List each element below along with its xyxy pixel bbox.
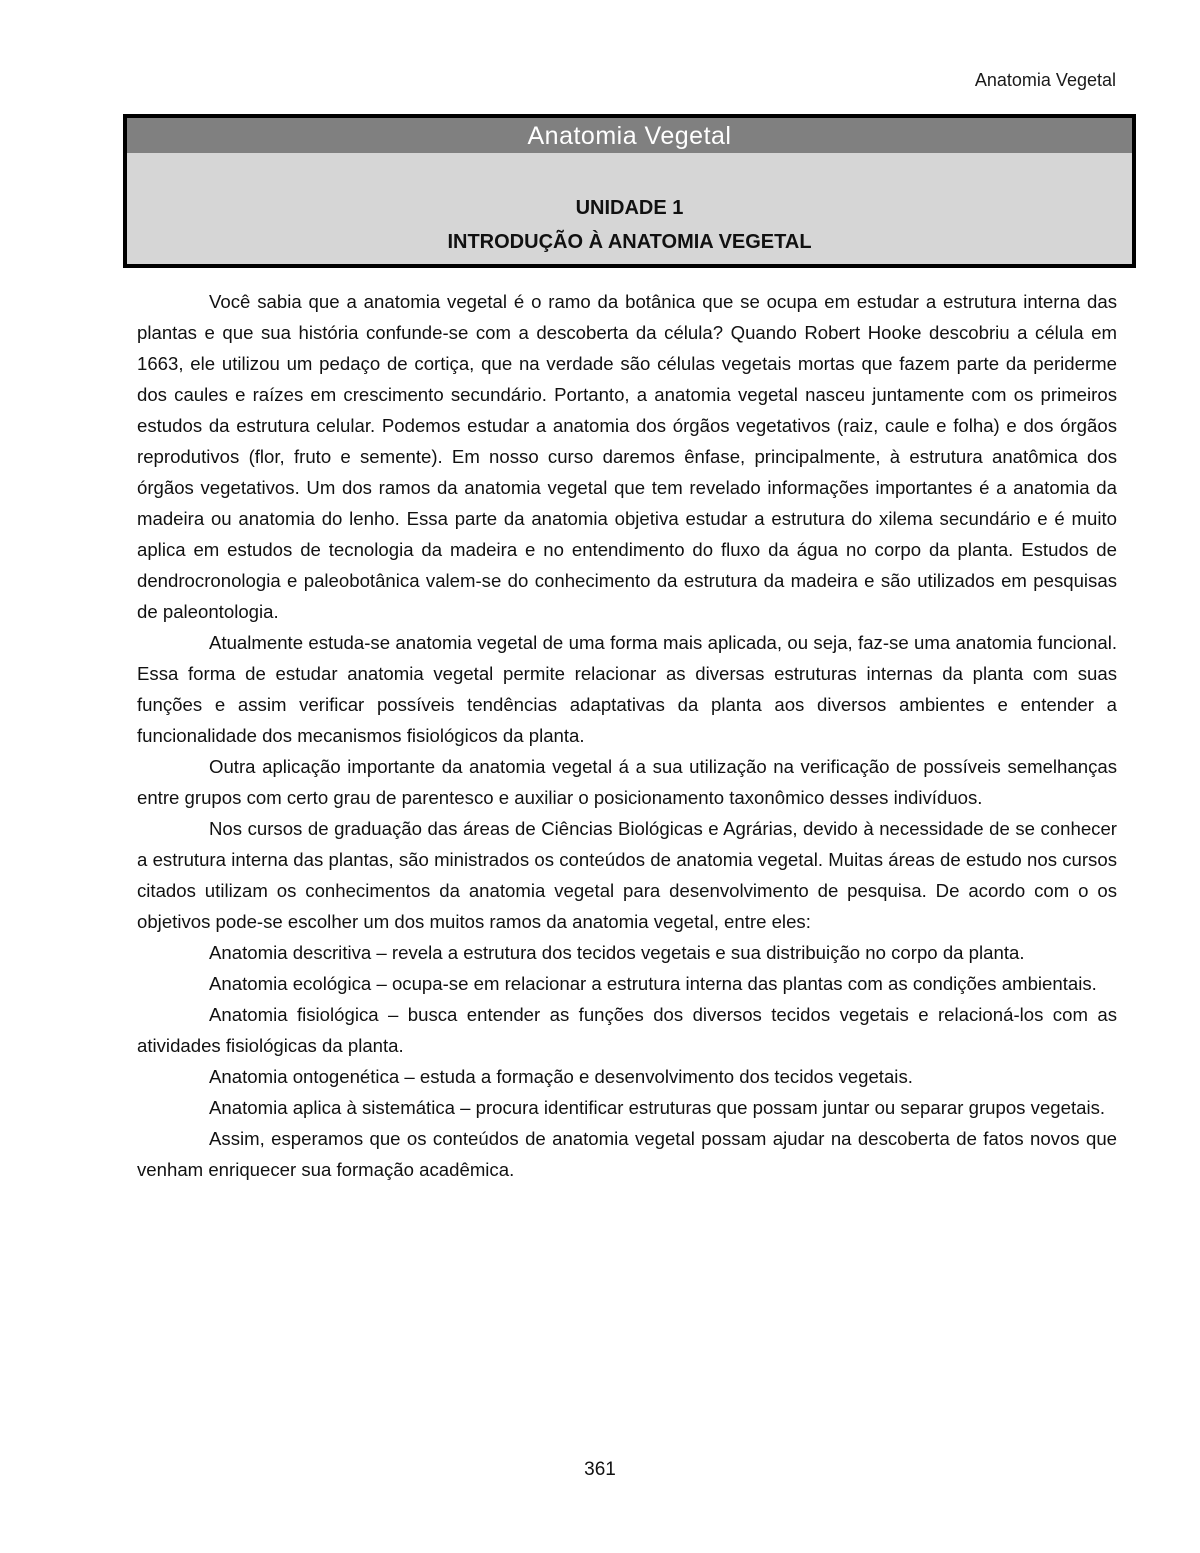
paragraph: Assim, esperamos que os conteúdos de anatomia vegetal possam ajudar na descoberta de fatos novos que venham enriquecer sua formação acadêmica. (137, 1128, 1117, 1180)
paragraph: Anatomia fisiológica – busca entender as funções dos diversos tecidos vegetais e relacioná-los com as atividades fisiológicas da planta. (137, 1004, 1117, 1056)
paragraph: Nos cursos de graduação das áreas de Ciências Biológicas e Agrárias, devido à necessidade de se conhecer a estrutura interna das plantas, são ministrados os conteúdos de anatomia vegetal. Muitas áreas de estudo nos cursos citados utilizam os conhecimentos da anatomia vegetal para desenvolvimento de pesquisa. De acordo com o os objetivos pode-se escolher um dos muitos ramos da anatomia vegetal, entre eles: (137, 818, 1117, 932)
page-number: 361 (584, 1459, 616, 1480)
unit-title-box (123, 114, 1136, 268)
paragraph: Anatomia descritiva – revela a estrutura dos tecidos vegetais e sua distribuição no corpo da planta. (209, 942, 1025, 963)
paragraph: Anatomia aplica à sistemática – procura identificar estruturas que possam juntar ou separar grupos vegetais. (209, 1097, 1106, 1118)
paragraph: Atualmente estuda-se anatomia vegetal de uma forma mais aplicada, ou seja, faz-se uma anatomia funcional. Essa forma de estudar anatomia vegetal permite relacionar as diversas estruturas internas da planta com suas funções e assim verificar possíveis tendências adaptativas da planta aos diversos ambientes e entender a funcionalidade dos mecanismos fisiológicos da planta. (137, 632, 1117, 746)
course-title-band: Anatomia Vegetal (127, 118, 1132, 153)
body-text (137, 286, 1117, 1185)
paragraph: Outra aplicação importante da anatomia vegetal á a sua utilização na verificação de possíveis semelhanças entre grupos com certo grau de parentesco e auxiliar o posicionamento taxonômico desses indivíduos. (137, 756, 1117, 808)
paragraph: Anatomia ontogenética – estuda a formação e desenvolvimento dos tecidos vegetais. (209, 1066, 913, 1087)
unit-label: UNIDADE 1 (575, 197, 684, 219)
running-header: Anatomia Vegetal (974, 70, 1116, 90)
unit-title: INTRODUÇÃO À ANATOMIA VEGETAL (447, 231, 812, 253)
paragraph: Anatomia ecológica – ocupa-se em relacionar a estrutura interna das plantas com as condições ambientais. (209, 973, 1097, 994)
paragraph: Você sabia que a anatomia vegetal é o ramo da botânica que se ocupa em estudar a estrutura interna das plantas e que sua história confunde-se com a descoberta da célula? Quando Robert Hooke descobriu a célula em 1663, ele utilizou um pedaço de cortiça, que na verdade são células vegetais mortas que fazem parte da periderme dos caules e raízes em crescimento secundário. Portanto, a anatomia vegetal nasceu juntamente com os primeiros estudos da estrutura celular. Podemos estudar a anatomia dos órgãos vegetativos (raiz, caule e folha) e dos órgãos reprodutivos (flor, fruto e semente). Em nosso curso daremos ênfase, principalmente, à estrutura anatômica dos órgãos vegetativos. Um dos ramos da anatomia vegetal que tem revelado informações importantes é a anatomia da madeira ou anatomia do lenho. Essa parte da anatomia objetiva estudar a estrutura do xilema secundário e é muito aplica em estudos de tecnologia da madeira e no entendimento do fluxo da água no corpo da planta. Estudos de dendrocronologia e paleobotânica valem-se do conhecimento da estrutura da madeira e são utilizados em pesquisas de paleontologia. (137, 291, 1117, 622)
